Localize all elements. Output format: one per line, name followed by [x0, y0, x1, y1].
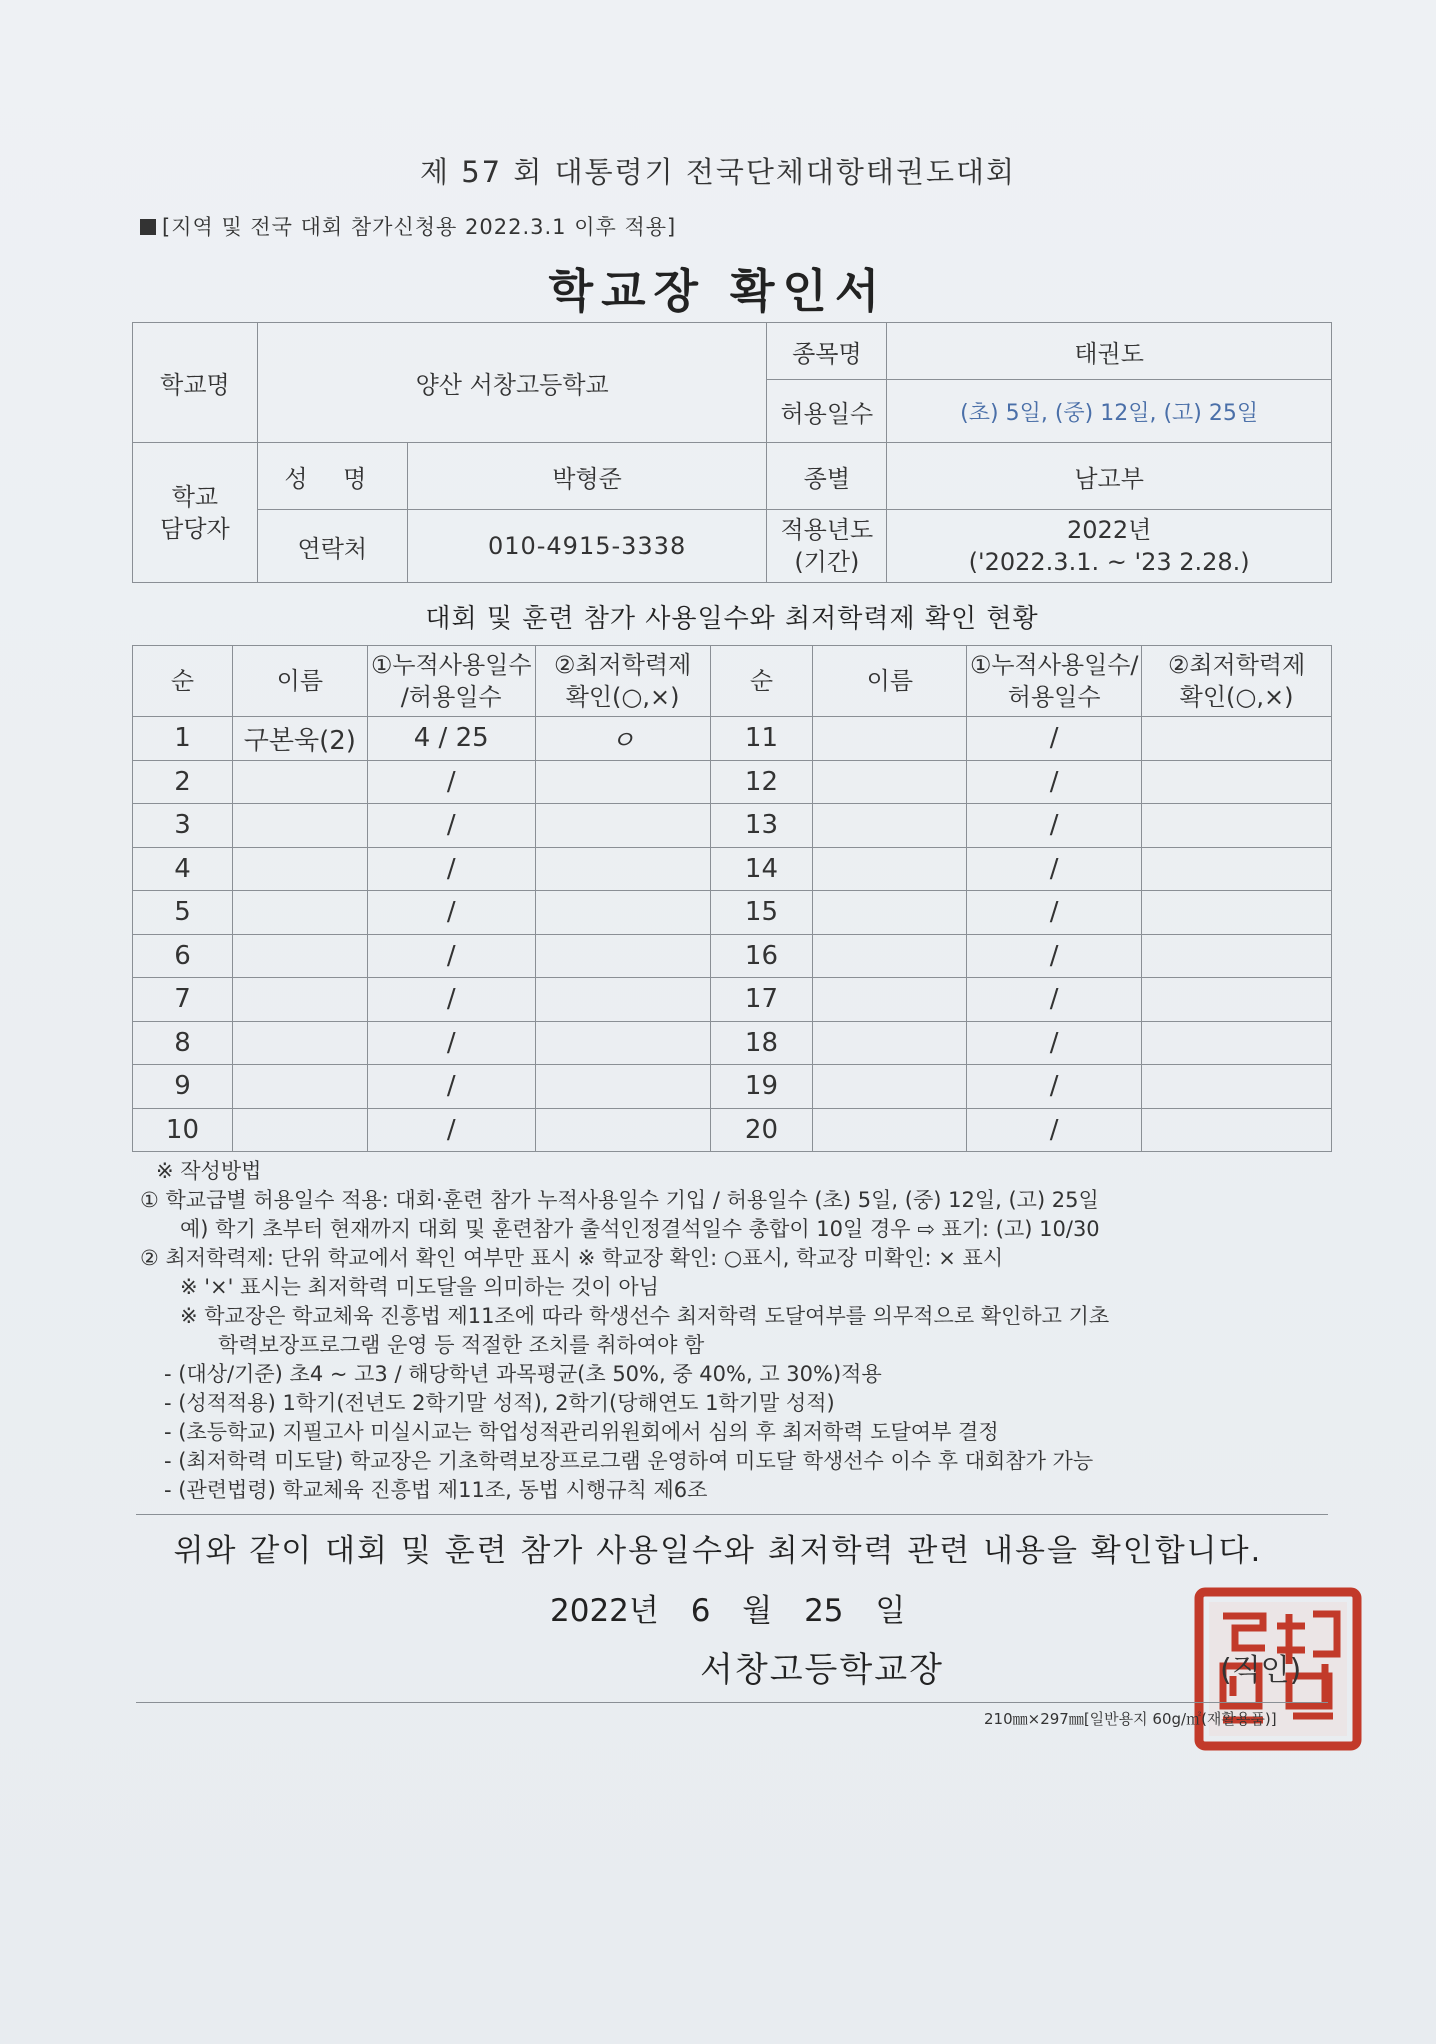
row-name — [232, 804, 367, 848]
row-days: / — [367, 978, 535, 1022]
apply-year-label — [767, 510, 887, 583]
row-name — [813, 978, 967, 1022]
row-name — [232, 934, 367, 978]
grid-header-row — [133, 646, 1332, 717]
row-name — [813, 891, 967, 935]
row-name — [232, 1065, 367, 1109]
row-seq: 6 — [133, 934, 233, 978]
divider-line — [136, 1514, 1328, 1515]
table-row — [133, 760, 1332, 804]
note-item: 예) 학기 초부터 현재까지 대회 및 훈련참가 출석인정결석일수 총합이 10일 경우 ⇨ 표기: (고) 10/30 — [180, 1217, 1100, 1241]
header-days-right-line2: 허용일수 — [1007, 683, 1101, 711]
sport-value: 태권도 — [887, 323, 1332, 380]
header-days-left — [367, 646, 535, 717]
row-seq: 13 — [710, 804, 813, 848]
contact-value: 010-4915-3338 — [407, 510, 767, 583]
row-name — [232, 891, 367, 935]
row-seq: 14 — [710, 847, 813, 891]
form-subtitle-text: [지역 및 전국 대회 참가신청용 2022.3.1 이후 적용] — [162, 215, 677, 239]
header-seq-left: 순 — [133, 646, 233, 717]
paper-spec-footer: 210㎜×297㎜[일반용지 60g/㎡(재활용품)] — [984, 1710, 1277, 1728]
apply-year-value-line1: 2022년 — [1067, 516, 1152, 544]
row-check — [1142, 1065, 1332, 1109]
row-name: 구본욱(2) — [232, 717, 367, 761]
row-seq: 20 — [710, 1108, 813, 1152]
seal-label: (직인) — [1220, 1653, 1302, 1688]
row-days: / — [367, 934, 535, 978]
row-seq: 4 — [133, 847, 233, 891]
header-name-left: 이름 — [232, 646, 367, 717]
row-check — [535, 934, 710, 978]
header-name-right: 이름 — [813, 646, 967, 717]
row-seq: 15 — [710, 891, 813, 935]
row-name — [232, 1108, 367, 1152]
row-seq: 2 — [133, 760, 233, 804]
manager-label-line1: 학교 — [171, 482, 219, 511]
table-row — [133, 1108, 1332, 1152]
row-seq: 11 — [710, 717, 813, 761]
table-row — [133, 804, 1332, 848]
row-days: / — [967, 1065, 1142, 1109]
header-check-right — [1142, 646, 1332, 717]
row-check — [1142, 934, 1332, 978]
row-check — [1142, 1108, 1332, 1152]
category-label: 종별 — [767, 443, 887, 510]
table-row — [133, 934, 1332, 978]
row-check — [1142, 804, 1332, 848]
divider-line — [136, 1702, 1328, 1703]
allowed-days-value: (초) 5일, (중) 12일, (고) 25일 — [887, 380, 1332, 443]
row-name — [813, 847, 967, 891]
row-days: / — [367, 847, 535, 891]
row-check — [535, 847, 710, 891]
table-row — [133, 891, 1332, 935]
table-row — [133, 847, 1332, 891]
apply-year-label-line2: (기간) — [794, 548, 860, 576]
event-title: 제 57 회 대통령기 전국단체대항태권도대회 — [419, 155, 1016, 189]
row-check — [535, 1021, 710, 1065]
row-days: / — [367, 1065, 535, 1109]
table-row — [133, 1065, 1332, 1109]
row-name — [813, 760, 967, 804]
row-check — [535, 978, 710, 1022]
row-seq: 10 — [133, 1108, 233, 1152]
student-grid-table — [132, 645, 1332, 1152]
note-item: ① 학교급별 허용일수 적용: 대회·훈련 참가 누적사용일수 기입 / 허용일수 (초) 5일, (중) 12일, (고) 25일 — [140, 1188, 1099, 1212]
note-heading: ※ 작성방법 — [156, 1159, 262, 1183]
apply-year-value — [887, 510, 1332, 583]
row-check: ㅇ — [535, 717, 710, 761]
row-name — [813, 1021, 967, 1065]
note-item: ※ '×' 표시는 최저학력 미도달을 의미하는 것이 아님 — [180, 1275, 659, 1299]
row-check — [535, 804, 710, 848]
row-name — [232, 978, 367, 1022]
row-seq: 8 — [133, 1021, 233, 1065]
row-days: / — [967, 847, 1142, 891]
row-days: / — [967, 978, 1142, 1022]
table-row — [133, 717, 1332, 761]
row-check — [1142, 1021, 1332, 1065]
row-days: / — [367, 760, 535, 804]
school-info-table — [132, 322, 1332, 583]
row-name — [813, 1108, 967, 1152]
table-row — [133, 1021, 1332, 1065]
row-seq: 7 — [133, 978, 233, 1022]
school-name-label: 학교명 — [133, 323, 258, 443]
row-days: / — [967, 891, 1142, 935]
category-value: 남고부 — [887, 443, 1332, 510]
header-check-left-line2: 확인(○,×) — [565, 683, 680, 711]
row-check — [1142, 978, 1332, 1022]
contact-label: 연락처 — [257, 510, 407, 583]
manager-name-value: 박형준 — [407, 443, 767, 510]
apply-year-value-line2: ('2022.3.1. ~ '23 2.28.) — [968, 548, 1250, 576]
header-check-right-line2: 확인(○,×) — [1179, 683, 1294, 711]
row-seq: 1 — [133, 717, 233, 761]
instructions — [140, 1157, 1340, 1505]
note-item: - (초등학교) 지필고사 미실시교는 학업성적관리위원회에서 심의 후 최저학력 도달여부 결정 — [164, 1420, 999, 1444]
row-check — [1142, 717, 1332, 761]
header-days-left-line1: ①누적사용일수 — [370, 651, 532, 679]
row-days: / — [967, 934, 1142, 978]
row-check — [535, 891, 710, 935]
header-check-right-line1: ②최저학력제 — [1167, 651, 1306, 679]
manager-label — [133, 443, 258, 583]
allowed-days-label: 허용일수 — [767, 380, 887, 443]
row-name — [813, 1065, 967, 1109]
row-days: / — [967, 717, 1142, 761]
manager-name-label: 성 명 — [257, 443, 407, 510]
square-bullet-icon — [140, 219, 156, 235]
header-check-left — [535, 646, 710, 717]
form-subtitle — [140, 211, 676, 241]
manager-label-line2: 담당자 — [160, 514, 230, 543]
section-title: 대회 및 훈련 참가 사용일수와 최저학력제 확인 현황 — [425, 604, 1039, 634]
row-seq: 16 — [710, 934, 813, 978]
signature-date: 2022년 6 월 25 일 — [550, 1593, 906, 1629]
apply-year-label-line1: 적용년도 — [780, 516, 874, 544]
row-days: / — [367, 891, 535, 935]
note-item: - (대상/기준) 초4 ~ 고3 / 해당학년 과목평균(초 50%, 중 40%, 고 30%)적용 — [164, 1362, 882, 1386]
note-item: 학력보장프로그램 운영 등 적절한 조치를 취하여야 함 — [218, 1333, 705, 1357]
row-check — [1142, 891, 1332, 935]
row-check — [535, 1108, 710, 1152]
note-item: - (성적적용) 1학기(전년도 2학기말 성적), 2학기(당해연도 1학기말 성적) — [164, 1391, 835, 1415]
row-seq: 5 — [133, 891, 233, 935]
note-item: ② 최저학력제: 단위 학교에서 확인 여부만 표시 ※ 학교장 확인: ○표시, 학교장 미확인: × 표시 — [140, 1246, 1004, 1270]
document-title: 학교장 확인서 — [548, 264, 888, 318]
row-days: 4 / 25 — [367, 717, 535, 761]
row-check — [535, 1065, 710, 1109]
row-seq: 3 — [133, 804, 233, 848]
row-days: / — [367, 804, 535, 848]
row-name — [232, 760, 367, 804]
row-days: / — [967, 1021, 1142, 1065]
row-days: / — [967, 804, 1142, 848]
table-row — [133, 978, 1332, 1022]
school-name-value: 양산 서창고등학교 — [257, 323, 767, 443]
row-days: / — [967, 760, 1142, 804]
row-seq: 18 — [710, 1021, 813, 1065]
row-days: / — [367, 1021, 535, 1065]
row-name — [232, 1021, 367, 1065]
header-days-right — [967, 646, 1142, 717]
row-seq: 17 — [710, 978, 813, 1022]
row-name — [813, 717, 967, 761]
principal-title: 서창고등학교장 — [700, 1650, 944, 1690]
row-seq: 9 — [133, 1065, 233, 1109]
row-seq: 19 — [710, 1065, 813, 1109]
row-days: / — [967, 1108, 1142, 1152]
header-days-right-line1: ①누적사용일수/ — [969, 651, 1139, 679]
header-check-left-line1: ②최저학력제 — [553, 651, 692, 679]
row-name — [813, 934, 967, 978]
row-check — [1142, 847, 1332, 891]
row-seq: 12 — [710, 760, 813, 804]
header-days-left-line2: /허용일수 — [400, 683, 502, 711]
sport-label: 종목명 — [767, 323, 887, 380]
note-item: ※ 학교장은 학교체육 진흥법 제11조에 따라 학생선수 최저학력 도달여부를 의무적으로 확인하고 기초 — [180, 1304, 1110, 1328]
note-item: - (관련법령) 학교체육 진흥법 제11조, 동법 시행규칙 제6조 — [164, 1478, 708, 1502]
row-name — [232, 847, 367, 891]
confirmation-statement: 위와 같이 대회 및 훈련 참가 사용일수와 최저학력 관련 내용을 확인합니다. — [173, 1533, 1263, 1569]
row-days: / — [367, 1108, 535, 1152]
row-check — [1142, 760, 1332, 804]
row-name — [813, 804, 967, 848]
header-seq-right: 순 — [710, 646, 813, 717]
note-item: - (최저학력 미도달) 학교장은 기초학력보장프로그램 운영하여 미도달 학생선수 이수 후 대회참가 가능 — [164, 1449, 1094, 1473]
row-check — [535, 760, 710, 804]
